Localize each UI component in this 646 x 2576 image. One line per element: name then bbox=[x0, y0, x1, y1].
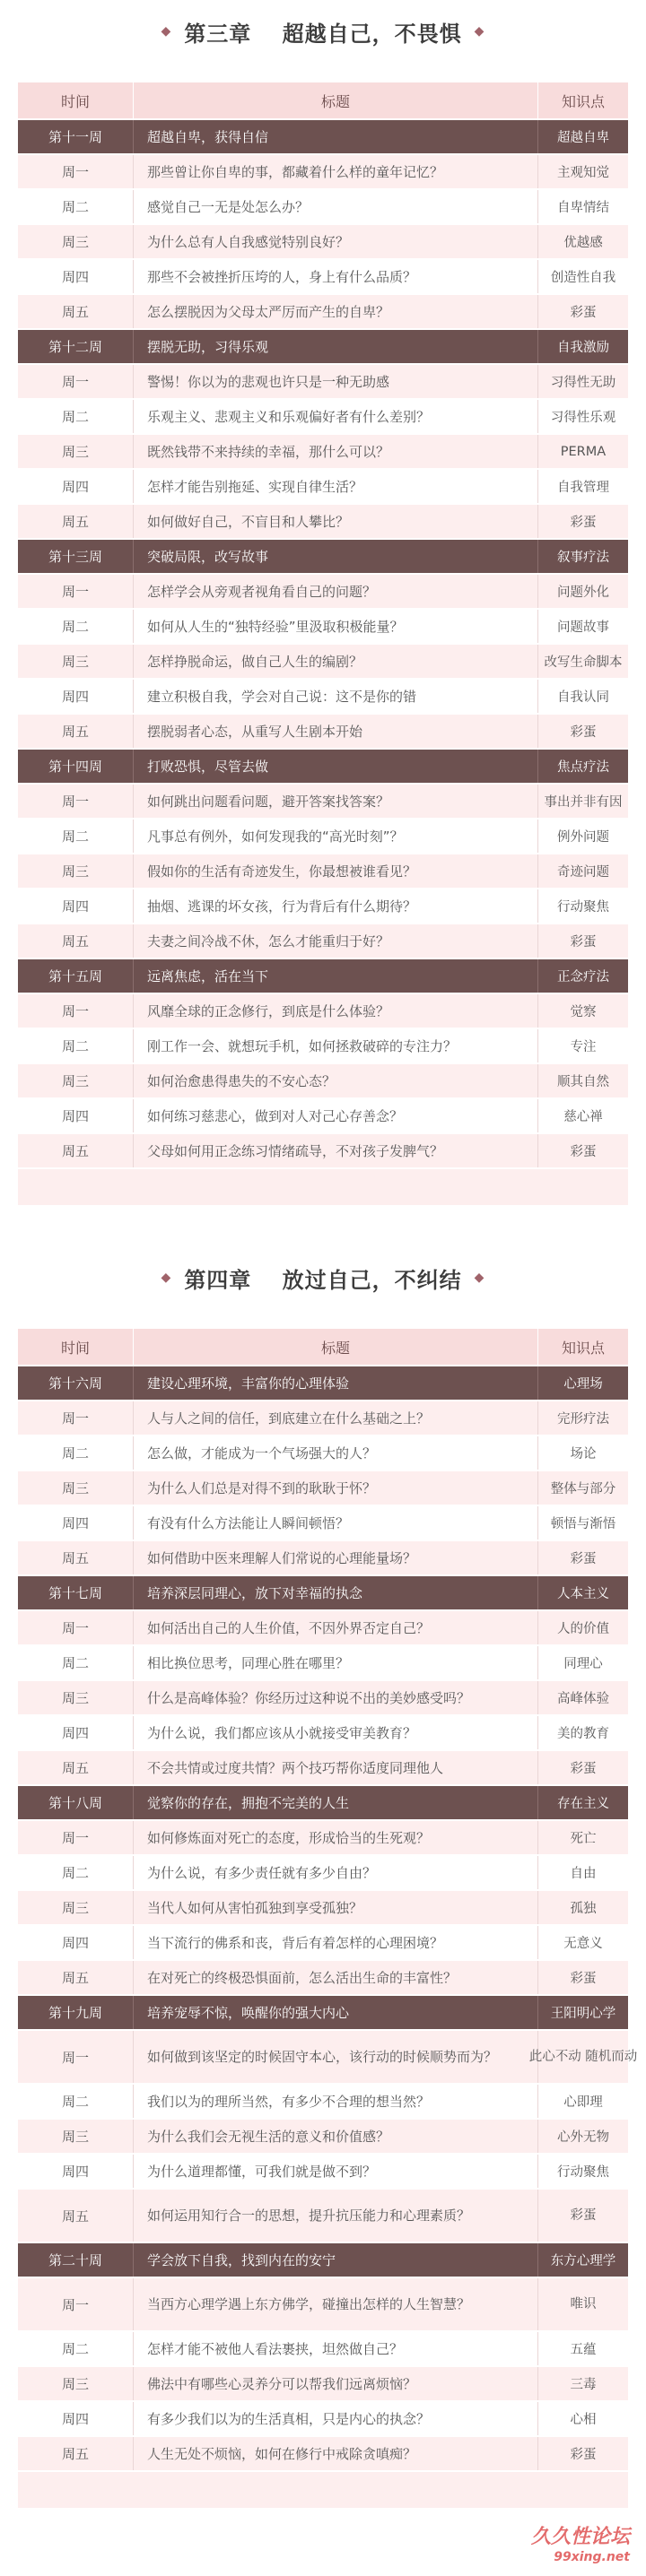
chapter-title-text: 第四章 放过自己，不纠结 bbox=[184, 1267, 462, 1293]
diamond-icon: ◆ bbox=[474, 24, 485, 39]
day-title: 那些曾让你自卑的事，都藏着什么样的童年记忆？ bbox=[133, 155, 538, 188]
week-label: 第十五周 bbox=[48, 968, 102, 984]
week-row bbox=[18, 750, 628, 783]
day-point: PERMA bbox=[560, 444, 607, 459]
day-title: 警惕！你以为的悲观也许只是一种无助感 bbox=[133, 365, 538, 398]
day-title: 我们以为的理所当然，有多少不合理的想当然？ bbox=[133, 2085, 538, 2118]
table-body bbox=[18, 1366, 638, 2470]
day-point: 同理心 bbox=[563, 1657, 603, 1671]
day-title: 如何跳出问题看问题，避开答案找答案？ bbox=[133, 785, 538, 818]
day-title: 为什么说，有多少责任就有多少自由？ bbox=[133, 1856, 538, 1889]
day-point: 彩蛋 bbox=[570, 1762, 597, 1776]
week-title: 学会放下自我，找到内在的安宁 bbox=[133, 2243, 538, 2277]
day-label: 周一 bbox=[61, 1620, 89, 1636]
day-title: 人生无处不烦恼，如何在修行中戒除贪嗔痴？ bbox=[133, 2437, 538, 2470]
day-point: 整体与部分 bbox=[550, 1482, 616, 1496]
day-label: 周五 bbox=[61, 2446, 89, 2462]
week-point: 叙事疗法 bbox=[557, 551, 609, 565]
week-row bbox=[18, 1576, 628, 1609]
day-label: 周三 bbox=[61, 444, 89, 460]
day-label: 周三 bbox=[61, 1073, 89, 1089]
day-label: 周二 bbox=[61, 409, 89, 425]
week-title: 培养深层同理心，放下对幸福的执念 bbox=[133, 1576, 538, 1609]
day-point: 觉察 bbox=[570, 1005, 597, 1019]
day-point: 人的价值 bbox=[557, 1622, 609, 1636]
day-point: 自我管理 bbox=[557, 481, 609, 495]
day-point: 彩蛋 bbox=[570, 725, 597, 740]
day-point: 自卑情结 bbox=[557, 201, 609, 215]
week-row bbox=[18, 2243, 628, 2277]
day-point: 改写生命脚本 bbox=[544, 655, 623, 670]
day-title: 如何从人生的“独特经验”里汲取积极能量？ bbox=[133, 610, 538, 643]
day-title: 假如你的生活有奇迹发生，你最想被谁看见？ bbox=[133, 854, 538, 888]
table-row bbox=[18, 365, 628, 398]
table-row bbox=[18, 2437, 628, 2470]
day-label: 周四 bbox=[61, 1108, 89, 1124]
day-title: 如何活出自己的人生价值，不因外界否定自己？ bbox=[133, 1611, 538, 1644]
day-label: 周四 bbox=[61, 269, 89, 285]
day-point: 彩蛋 bbox=[570, 306, 597, 320]
day-label: 周五 bbox=[61, 1760, 89, 1776]
day-label: 周四 bbox=[61, 1515, 89, 1531]
day-label: 周四 bbox=[61, 479, 89, 495]
week-days bbox=[18, 1401, 628, 1574]
table-row bbox=[18, 645, 628, 678]
day-point: 问题故事 bbox=[557, 620, 609, 635]
day-point: 心相 bbox=[570, 2413, 597, 2427]
day-title: 建立积极自我，学会对自己说：这不是你的错 bbox=[133, 680, 538, 713]
day-label: 周四 bbox=[61, 1725, 89, 1741]
day-point: 彩蛋 bbox=[570, 1552, 597, 1566]
week-days bbox=[18, 994, 628, 1167]
table-row bbox=[18, 854, 628, 888]
day-label: 周五 bbox=[61, 1143, 89, 1159]
table-row bbox=[18, 1856, 628, 1889]
week-days bbox=[18, 785, 628, 958]
table-row bbox=[18, 2085, 628, 2118]
day-title: 相比换位思考，同理心胜在哪里？ bbox=[133, 1646, 538, 1679]
day-label: 周四 bbox=[61, 898, 89, 915]
day-label: 周二 bbox=[61, 619, 89, 635]
day-title: 如何修炼面对死亡的态度，形成恰当的生死观？ bbox=[133, 1821, 538, 1854]
day-label: 周四 bbox=[61, 2164, 89, 2180]
day-label: 周五 bbox=[61, 1550, 89, 1566]
day-label: 周二 bbox=[61, 2094, 89, 2110]
day-label: 周三 bbox=[61, 863, 89, 880]
week-days bbox=[18, 575, 628, 748]
day-point: 习得性无助 bbox=[550, 376, 616, 390]
week-point: 人本主义 bbox=[557, 1587, 609, 1601]
day-point: 创造性自我 bbox=[550, 271, 616, 285]
table-header bbox=[18, 82, 628, 118]
week-days bbox=[18, 1821, 628, 1994]
week-label: 第十四周 bbox=[48, 759, 102, 775]
day-point: 死亡 bbox=[570, 1832, 597, 1846]
table-row bbox=[18, 575, 628, 608]
table-row bbox=[18, 924, 628, 958]
day-point: 心外无物 bbox=[557, 2130, 609, 2145]
week-days bbox=[18, 2031, 638, 2242]
header-cell: 时间 bbox=[60, 92, 90, 110]
diamond-icon: ◆ bbox=[161, 1271, 172, 1285]
week-point: 焦点疗法 bbox=[557, 760, 609, 775]
day-label: 周三 bbox=[61, 2129, 89, 2145]
day-title: 感觉自己一无是处怎么办？ bbox=[133, 190, 538, 223]
chapter-title bbox=[0, 0, 646, 63]
day-point: 顿悟与渐悟 bbox=[550, 1517, 616, 1531]
header-cell: 知识点 bbox=[561, 1339, 605, 1357]
day-point: 唯识 bbox=[570, 2297, 597, 2311]
week-label: 第十二周 bbox=[48, 339, 102, 355]
day-label: 周一 bbox=[61, 2296, 89, 2313]
table-row bbox=[18, 2031, 638, 2083]
day-point: 奇迹问题 bbox=[557, 865, 609, 880]
table-row bbox=[18, 225, 628, 258]
day-title: 如何练习慈悲心，做到对人对己心存善念？ bbox=[133, 1099, 538, 1132]
day-title: 如何借助中医来理解人们常说的心理能量场？ bbox=[133, 1541, 538, 1574]
week-title: 打败恐惧，尽管去做 bbox=[133, 750, 538, 783]
week-title: 培养宠辱不惊，唤醒你的强大内心 bbox=[133, 1996, 538, 2029]
week-point: 心理场 bbox=[563, 1377, 603, 1392]
table-header bbox=[18, 1329, 628, 1365]
table-row bbox=[18, 260, 628, 293]
diamond-icon: ◆ bbox=[161, 24, 172, 39]
day-title: 当下流行的佛系和丧，背后有着怎样的心理困境？ bbox=[133, 1926, 538, 1959]
day-point: 事出并非有因 bbox=[544, 795, 623, 810]
day-label: 周二 bbox=[61, 199, 89, 215]
week-row bbox=[18, 1996, 628, 2029]
table-row bbox=[18, 1891, 628, 1924]
table-row bbox=[18, 715, 628, 748]
week-title: 远离焦虑，活在当下 bbox=[133, 959, 538, 993]
week-point: 王阳明心学 bbox=[550, 2007, 616, 2021]
table-row bbox=[18, 1751, 628, 1784]
day-title: 如何做到该坚定的时候固守本心，该行动的时候顺势而为？ bbox=[133, 2031, 538, 2083]
day-title: 有没有什么方法能让人瞬间顿悟？ bbox=[133, 1506, 538, 1540]
week-point: 自我激励 bbox=[557, 341, 609, 355]
day-label: 周一 bbox=[61, 164, 89, 180]
schedule-table bbox=[18, 1329, 638, 2508]
day-label: 周二 bbox=[61, 2341, 89, 2357]
day-label: 周五 bbox=[61, 933, 89, 950]
day-point: 无意义 bbox=[563, 1937, 603, 1951]
table-row bbox=[18, 470, 628, 503]
table-row bbox=[18, 1029, 628, 1062]
table-row bbox=[18, 2278, 628, 2330]
day-title: 既然钱带不来持续的幸福，那什么可以？ bbox=[133, 435, 538, 468]
week-label: 第十九周 bbox=[48, 2005, 102, 2021]
day-point: 优越感 bbox=[563, 236, 603, 250]
day-label: 周一 bbox=[61, 1003, 89, 1019]
table-row bbox=[18, 1099, 628, 1132]
day-title: 为什么我们会无视生活的意义和价值感？ bbox=[133, 2120, 538, 2153]
day-point: 例外问题 bbox=[557, 830, 609, 845]
day-label: 周一 bbox=[61, 2049, 89, 2066]
table-row bbox=[18, 1471, 628, 1505]
header-cell: 时间 bbox=[60, 1339, 90, 1357]
table-row bbox=[18, 190, 628, 223]
day-title: 凡事总有例外，如何发现我的“高光时刻”？ bbox=[133, 820, 538, 853]
chapter-title-text: 第三章 超越自己，不畏惧 bbox=[184, 21, 462, 47]
week-row bbox=[18, 1366, 628, 1400]
table-row bbox=[18, 1064, 628, 1097]
day-title: 佛法中有哪些心灵养分可以帮我们远离烦恼？ bbox=[133, 2367, 538, 2400]
table-row bbox=[18, 1506, 628, 1540]
day-label: 周四 bbox=[61, 2411, 89, 2427]
table-row bbox=[18, 155, 628, 188]
day-title: 怎样才能告别拖延、实现自律生活？ bbox=[133, 470, 538, 503]
week-label: 第二十周 bbox=[48, 2252, 102, 2268]
day-title: 刚工作一会、就想玩手机，如何拯救破碎的专注力？ bbox=[133, 1029, 538, 1062]
day-title: 当西方心理学遇上东方佛学，碰撞出怎样的人生智慧？ bbox=[133, 2278, 538, 2330]
day-title: 人与人之间的信任，到底建立在什么基础之上？ bbox=[133, 1401, 538, 1435]
day-point: 彩蛋 bbox=[570, 2208, 597, 2223]
day-title: 不会共情或过度共情？两个技巧帮你适度同理他人 bbox=[133, 1751, 538, 1784]
watermark-logo bbox=[531, 2528, 630, 2567]
day-point: 彩蛋 bbox=[570, 1145, 597, 1159]
day-title: 为什么道理都懂，可我们就是做不到？ bbox=[133, 2155, 538, 2188]
day-title: 摆脱弱者心态，从重写人生剧本开始 bbox=[133, 715, 538, 748]
day-title: 如何做好自己，不盲目和人攀比？ bbox=[133, 505, 538, 538]
day-label: 周三 bbox=[61, 1480, 89, 1496]
day-title: 为什么总有人自我感觉特别良好？ bbox=[133, 225, 538, 258]
day-label: 周一 bbox=[61, 1410, 89, 1427]
day-label: 周四 bbox=[61, 689, 89, 705]
day-label: 周二 bbox=[61, 828, 89, 845]
day-point: 习得性乐观 bbox=[550, 411, 616, 425]
day-title: 怎样学会从旁观者视角看自己的问题？ bbox=[133, 575, 538, 608]
table-row bbox=[18, 1961, 628, 1994]
day-title: 怎么摆脱因为父母太严厉而产生的自卑？ bbox=[133, 295, 538, 328]
day-title: 怎样才能不被他人看法裹挟，坦然做自己？ bbox=[133, 2332, 538, 2365]
table-row bbox=[18, 1611, 628, 1644]
day-point: 慈心禅 bbox=[563, 1110, 603, 1124]
day-label: 周一 bbox=[61, 794, 89, 810]
day-point: 彩蛋 bbox=[570, 2448, 597, 2462]
day-title: 在对死亡的终极恐惧面前，怎么活出生命的丰富性？ bbox=[133, 1961, 538, 1994]
week-title: 超越自卑，获得自信 bbox=[133, 120, 538, 153]
day-point: 行动聚焦 bbox=[557, 900, 609, 915]
week-row bbox=[18, 1786, 628, 1819]
schedule-table bbox=[18, 82, 628, 1205]
day-point: 彩蛋 bbox=[570, 516, 597, 530]
day-point: 行动聚焦 bbox=[557, 2165, 609, 2180]
table-row bbox=[18, 295, 628, 328]
day-title: 那些不会被挫折压垮的人，身上有什么品质？ bbox=[133, 260, 538, 293]
day-point: 彩蛋 bbox=[570, 935, 597, 950]
header-cell: 标题 bbox=[133, 82, 538, 118]
week-label: 第十八周 bbox=[48, 1795, 102, 1811]
table-row bbox=[18, 785, 628, 818]
table-row bbox=[18, 2155, 628, 2188]
week-days bbox=[18, 365, 628, 538]
header-cell: 知识点 bbox=[561, 92, 605, 110]
day-title: 夫妻之间冷战不休，怎么才能重归于好？ bbox=[133, 924, 538, 958]
table-row bbox=[18, 1541, 628, 1574]
table-row bbox=[18, 889, 628, 923]
day-label: 周三 bbox=[61, 654, 89, 670]
day-point: 自我认同 bbox=[557, 690, 609, 705]
table-row bbox=[18, 400, 628, 433]
header-cell: 标题 bbox=[133, 1329, 538, 1365]
week-days bbox=[18, 1611, 628, 1784]
day-title: 有多少我们以为的生活真相，只是内心的执念？ bbox=[133, 2402, 538, 2435]
day-point: 三毒 bbox=[570, 2378, 597, 2392]
table-row bbox=[18, 2120, 628, 2153]
week-label: 第十一周 bbox=[48, 129, 102, 145]
week-label: 第十七周 bbox=[48, 1585, 102, 1601]
table-row bbox=[18, 1436, 628, 1470]
day-point: 主观知觉 bbox=[557, 166, 609, 180]
watermark-line1: 久久性论坛 bbox=[530, 2526, 630, 2548]
week-row bbox=[18, 120, 628, 153]
week-title: 觉察你的存在，拥抱不完美的人生 bbox=[133, 1786, 538, 1819]
week-point: 超越自卑 bbox=[557, 131, 609, 145]
table-body bbox=[18, 120, 628, 1167]
day-label: 周一 bbox=[61, 374, 89, 390]
day-label: 周五 bbox=[61, 1970, 89, 1986]
week-label: 第十六周 bbox=[48, 1375, 102, 1392]
table-row bbox=[18, 2190, 628, 2242]
day-title: 怎样挣脱命运，做自己人生的编剧？ bbox=[133, 645, 538, 678]
day-point: 孤独 bbox=[570, 1902, 597, 1916]
day-label: 周二 bbox=[61, 1038, 89, 1054]
day-label: 周五 bbox=[61, 2207, 89, 2225]
day-title: 为什么说，我们都应该从小就接受审美教育？ bbox=[133, 1716, 538, 1749]
day-label: 周二 bbox=[61, 1865, 89, 1881]
day-point: 场论 bbox=[570, 1447, 597, 1461]
day-title: 如何运用知行合一的思想，提升抗压能力和心理素质？ bbox=[133, 2190, 538, 2242]
day-point: 顺其自然 bbox=[557, 1075, 609, 1089]
day-title: 抽烟、逃课的坏女孩，行为背后有什么期待？ bbox=[133, 889, 538, 923]
day-title: 怎么做，才能成为一个气场强大的人？ bbox=[133, 1436, 538, 1470]
week-title: 摆脱无助，习得乐观 bbox=[133, 330, 538, 363]
table-row bbox=[18, 994, 628, 1028]
day-point: 专注 bbox=[570, 1040, 597, 1054]
day-label: 周一 bbox=[61, 1830, 89, 1846]
week-label: 第十三周 bbox=[48, 549, 102, 565]
day-point: 高峰体验 bbox=[557, 1692, 609, 1706]
week-days bbox=[18, 155, 628, 328]
day-title: 乐观主义、悲观主义和乐观偏好者有什么差别？ bbox=[133, 400, 538, 433]
day-point: 五蕴 bbox=[570, 2343, 597, 2357]
week-days bbox=[18, 2278, 628, 2470]
table-row bbox=[18, 680, 628, 713]
day-label: 周五 bbox=[61, 724, 89, 740]
week-title: 建设心理环境，丰富你的心理体验 bbox=[133, 1366, 538, 1400]
day-title: 父母如何用正念练习情绪疏导，不对孩子发脾气？ bbox=[133, 1134, 538, 1167]
day-point: 美的教育 bbox=[557, 1727, 609, 1741]
day-title: 如何治愈患得患失的不安心态？ bbox=[133, 1064, 538, 1097]
table-row bbox=[18, 1681, 628, 1714]
day-label: 周三 bbox=[61, 1690, 89, 1706]
day-title: 风靡全球的正念修行，到底是什么体验？ bbox=[133, 994, 538, 1028]
day-point: 心即理 bbox=[563, 2095, 603, 2110]
table-row bbox=[18, 1646, 628, 1679]
week-row bbox=[18, 540, 628, 573]
table-footer-pad bbox=[18, 2472, 628, 2508]
table-row bbox=[18, 435, 628, 468]
day-label: 周一 bbox=[61, 584, 89, 600]
day-label: 周二 bbox=[61, 1445, 89, 1461]
week-row bbox=[18, 959, 628, 993]
day-label: 周三 bbox=[61, 2376, 89, 2392]
day-point: 彩蛋 bbox=[570, 1972, 597, 1986]
day-title: 什么是高峰体验？你经历过这种说不出的美妙感受吗？ bbox=[133, 1681, 538, 1714]
week-title: 突破局限，改写故事 bbox=[133, 540, 538, 573]
day-label: 周二 bbox=[61, 1655, 89, 1671]
chapter-title bbox=[0, 1246, 646, 1309]
table-row bbox=[18, 2332, 628, 2365]
day-label: 周三 bbox=[61, 234, 89, 250]
day-label: 周五 bbox=[61, 514, 89, 530]
table-row bbox=[18, 820, 628, 853]
day-label: 周四 bbox=[61, 1935, 89, 1951]
week-point: 正念疗法 bbox=[557, 970, 609, 984]
table-row bbox=[18, 1134, 628, 1167]
day-point: 完形疗法 bbox=[557, 1412, 609, 1427]
day-label: 周五 bbox=[61, 304, 89, 320]
chapter-3 bbox=[0, 0, 646, 1159]
week-point: 东方心理学 bbox=[550, 2254, 616, 2268]
table-row bbox=[18, 2402, 628, 2435]
week-row bbox=[18, 330, 628, 363]
table-row bbox=[18, 1926, 628, 1959]
table-row bbox=[18, 1821, 628, 1854]
day-point: 此心不动 随机而动 bbox=[528, 2050, 638, 2064]
table-row bbox=[18, 505, 628, 538]
day-label: 周三 bbox=[61, 1900, 89, 1916]
table-row bbox=[18, 1716, 628, 1749]
watermark-line2: 99xing.net bbox=[554, 2550, 630, 2564]
day-title: 为什么人们总是对得不到的耿耿于怀？ bbox=[133, 1471, 538, 1505]
day-point: 自由 bbox=[570, 1867, 597, 1881]
day-title: 当代人如何从害怕孤独到享受孤独？ bbox=[133, 1891, 538, 1924]
diamond-icon: ◆ bbox=[474, 1271, 485, 1285]
chapter-4 bbox=[0, 1246, 646, 2462]
day-point: 问题外化 bbox=[557, 585, 609, 600]
table-row bbox=[18, 1401, 628, 1435]
table-row bbox=[18, 610, 628, 643]
table-footer-pad bbox=[18, 1169, 628, 1205]
week-point: 存在主义 bbox=[557, 1797, 609, 1811]
table-row bbox=[18, 2367, 628, 2400]
